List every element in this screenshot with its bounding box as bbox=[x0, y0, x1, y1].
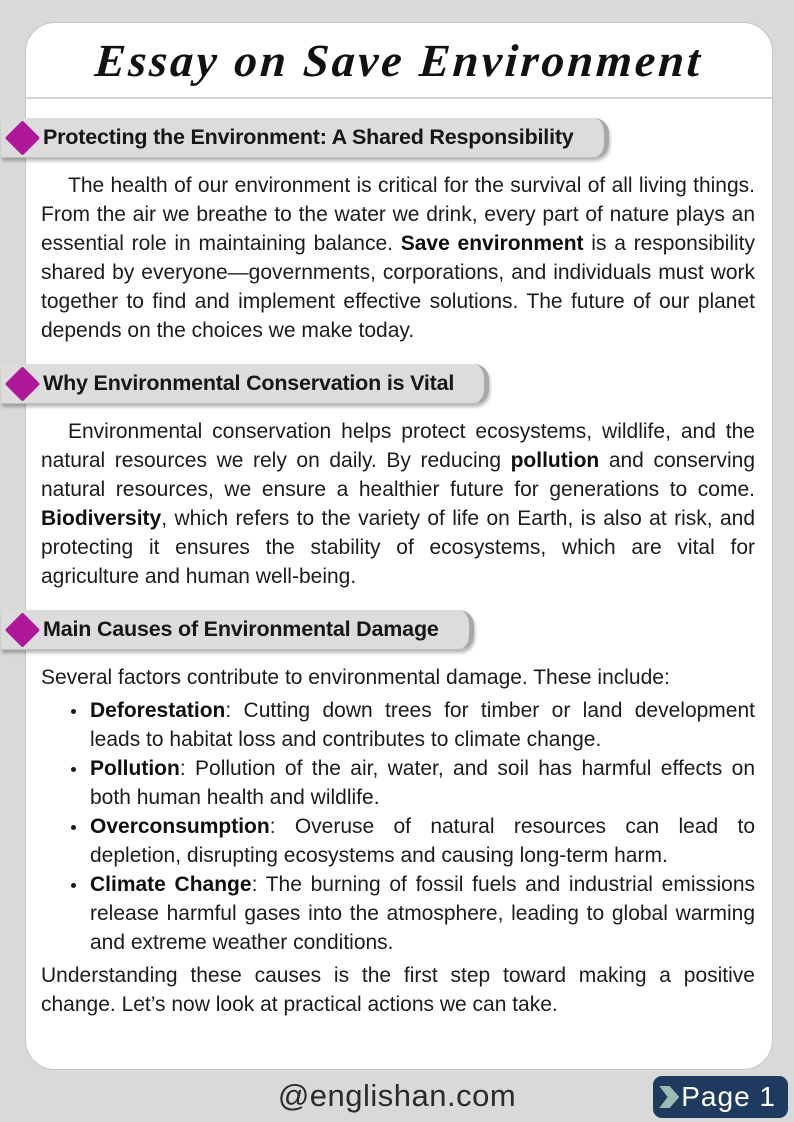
section-conservation-vital bbox=[41, 364, 755, 591]
page-number-badge bbox=[653, 1076, 788, 1118]
section-heading-band bbox=[1, 364, 489, 404]
section-body bbox=[41, 663, 755, 1019]
essay-title: Essay on Save Environment bbox=[93, 34, 705, 86]
chevron-right-icon bbox=[659, 1086, 679, 1108]
list-item: • Overconsumption: Overuse of natural resources can lead to depletion, disrupting ecosystems and causing long-term harm. bbox=[88, 812, 755, 870]
paragraph: Environmental conservation helps protect ecosystems, wildlife, and the natural resources we rely on daily. By reducing pollution and conserving natural resources, we ensure a healthier future for generations to come. Biodiversity, which refers to the variety of life on Earth, is also at risk, and protecting it ensures the stability of ecosystems, which are vital for agriculture and human well-being. bbox=[41, 420, 755, 588]
cause-list bbox=[41, 696, 755, 957]
paragraph: The health of our environment is critical for the survival of all living things. From the air we breathe to the water we drink, every part of nature plays an essential role in maintaining balance. Save environment is a responsibility shared by everyone—governments, corporations, and individuals must work together to find and implement effective solutions. The future of our planet depends on the choices we make today. bbox=[41, 174, 756, 342]
list-item: • Climate Change: The burning of fossil fuels and industrial emissions release harmful gases into the atmosphere, leading to global warming and extreme weather conditions. bbox=[88, 870, 755, 957]
section-shared-responsibility bbox=[41, 118, 755, 345]
paragraph: Understanding these causes is the first step toward making a positive change. Let’s now look at practical actions we can take. bbox=[41, 964, 755, 1016]
section-heading: Protecting the Environment: A Shared Responsibility bbox=[43, 125, 574, 149]
section-main-causes bbox=[41, 610, 755, 1019]
page-footer bbox=[0, 1072, 794, 1122]
paragraph: Several factors contribute to environmental damage. These include: bbox=[41, 666, 670, 689]
site-handle: @englishan.com bbox=[277, 1078, 517, 1113]
list-item: • Deforestation: Cutting down trees for timber or land development leads to habitat loss and contributes to climate change. bbox=[88, 696, 755, 754]
title-divider bbox=[26, 97, 772, 99]
page-number-label: Page 1 bbox=[681, 1081, 776, 1112]
section-heading: Main Causes of Environmental Damage bbox=[43, 617, 439, 641]
diamond-bullet-icon bbox=[5, 612, 40, 647]
section-heading-band bbox=[1, 118, 609, 158]
essay-card bbox=[25, 22, 773, 1070]
list-item: • Pollution: Pollution of the air, water, and soil has harmful effects on both human health and wildlife. bbox=[88, 754, 755, 812]
diamond-bullet-icon bbox=[5, 120, 40, 155]
section-heading-band bbox=[1, 610, 474, 650]
diamond-bullet-icon bbox=[5, 366, 40, 401]
section-heading: Why Environmental Conservation is Vital bbox=[43, 371, 455, 395]
section-body bbox=[41, 171, 755, 345]
section-body bbox=[41, 417, 755, 591]
essay-content bbox=[26, 118, 772, 1019]
